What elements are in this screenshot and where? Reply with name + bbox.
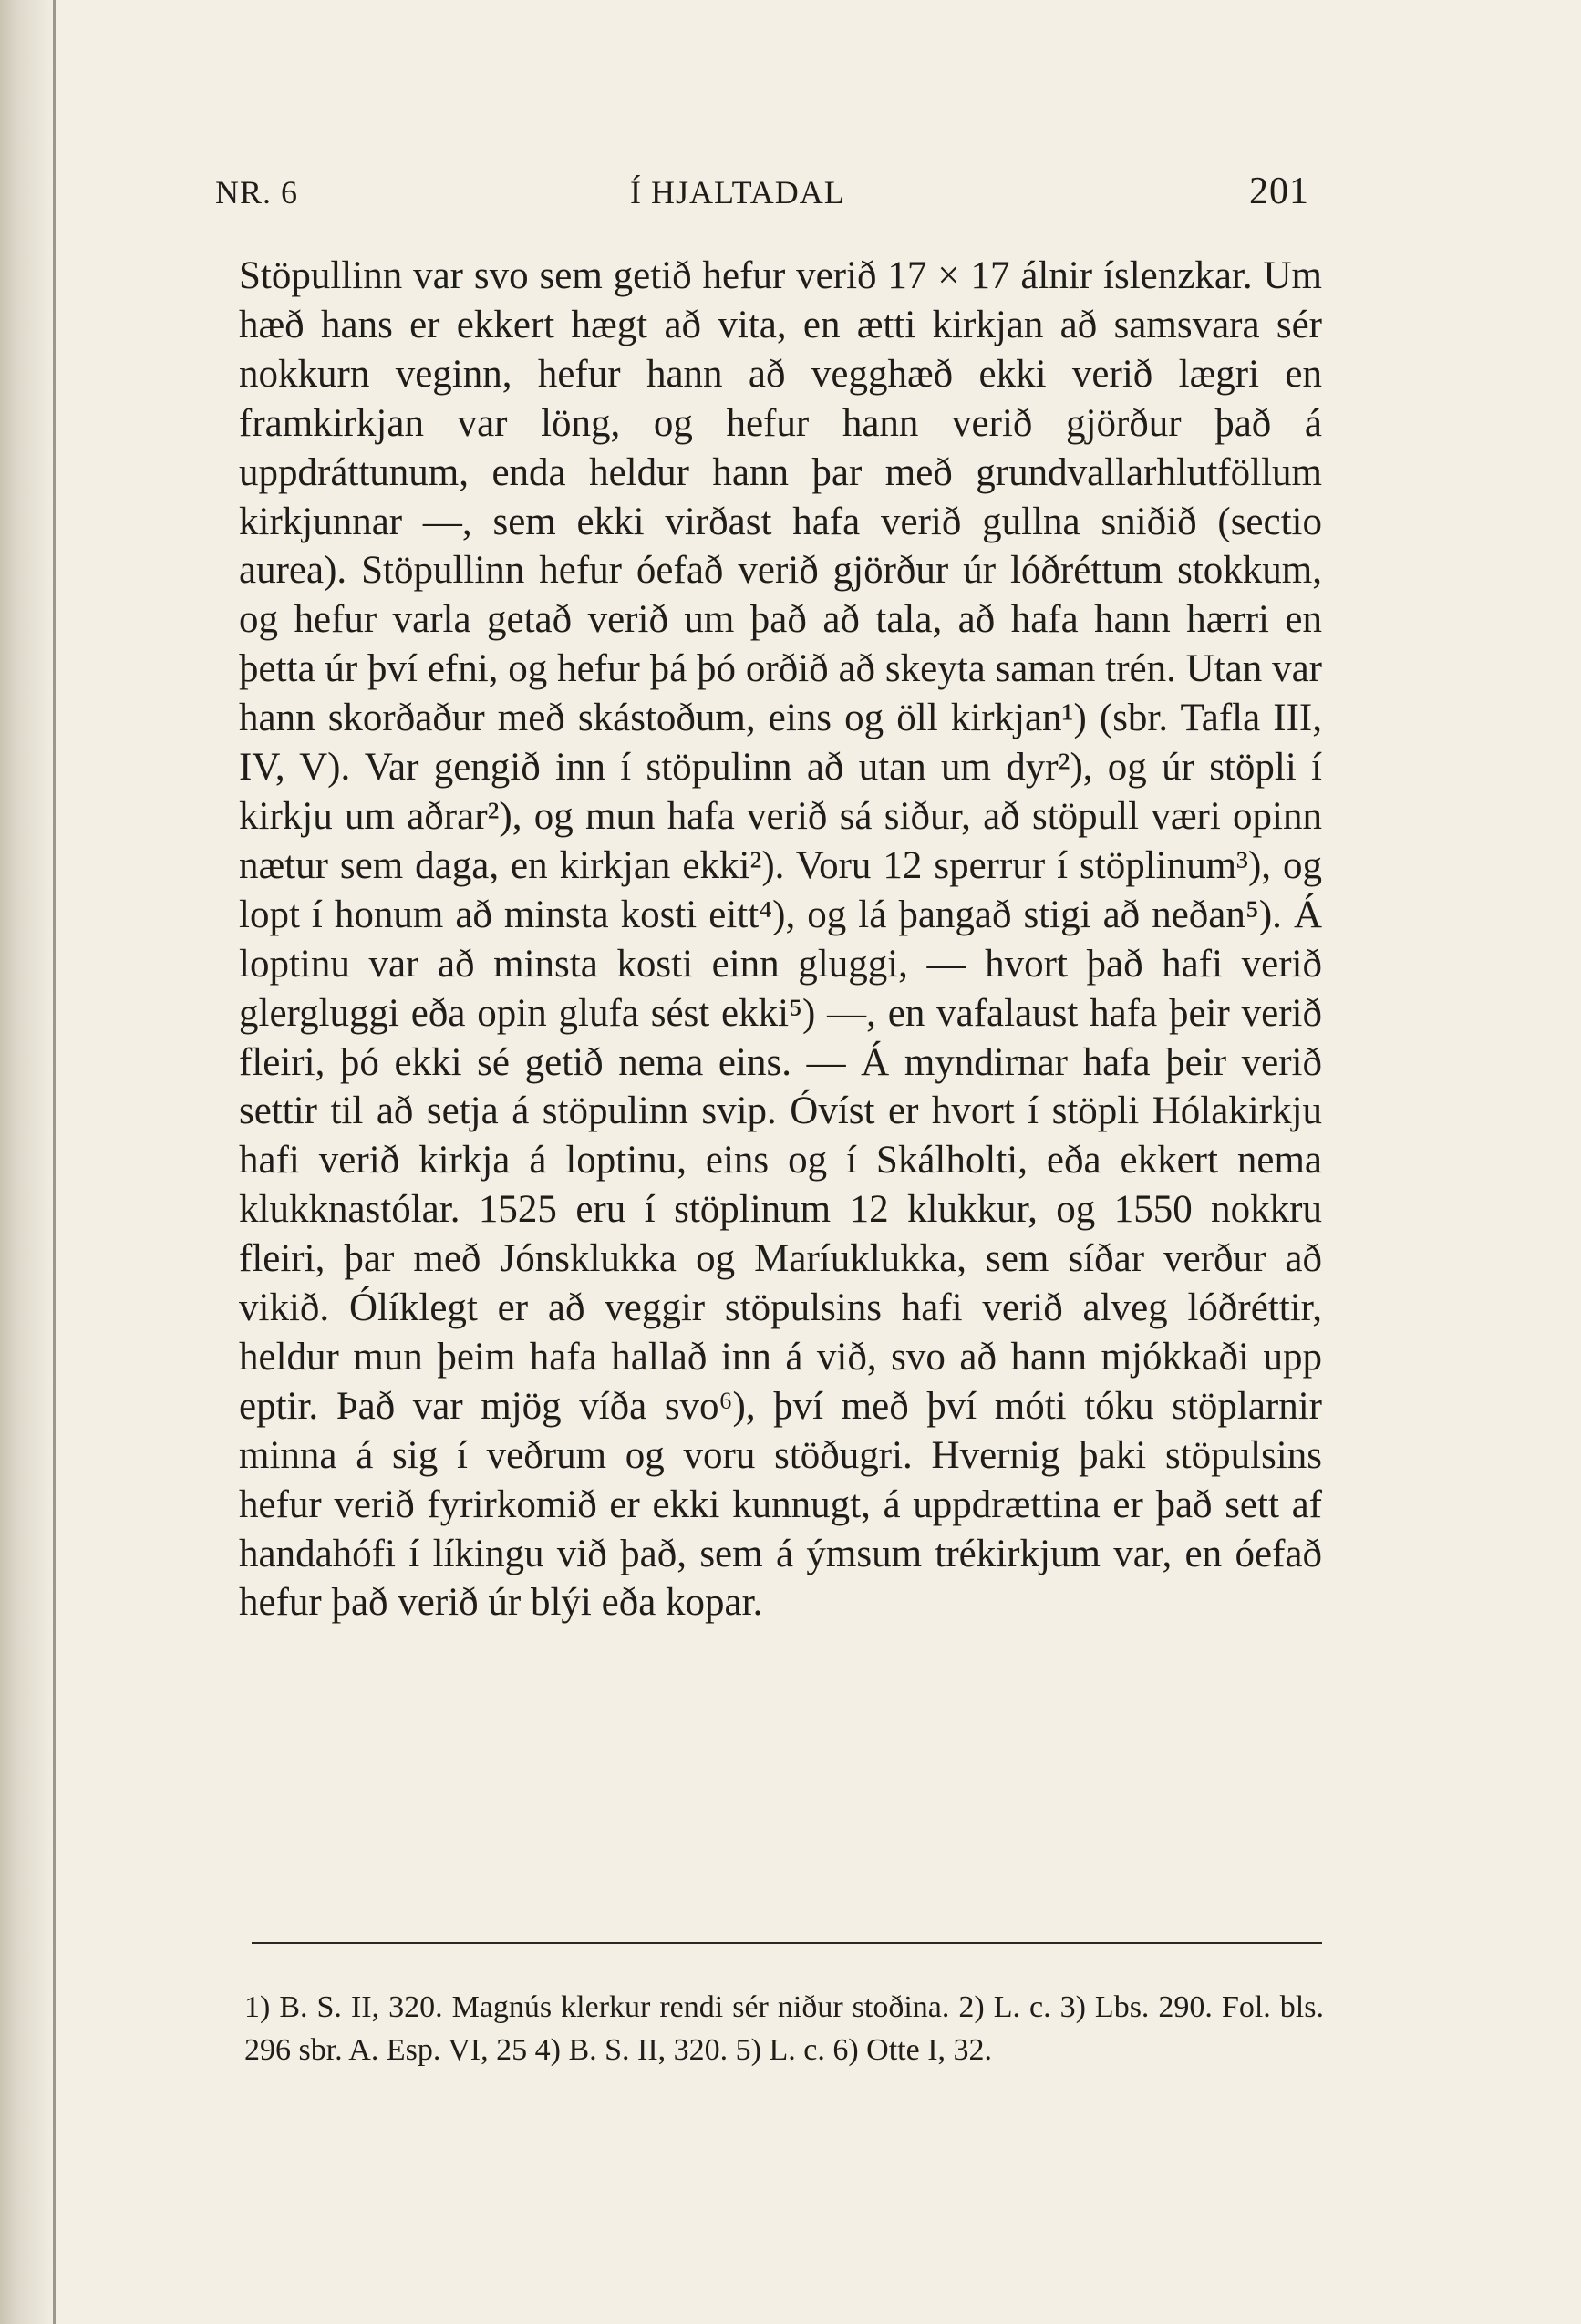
body-paragraph: Stöpullinn var svo sem getið hefur verið 17 × 17 álnir íslenzkar. Um hæð hans er ekkert hægt að vita, en ætti kirkjan að samsvara sér nokkurn veginn, hefur hann að vegghæð ekki verið lægri en framkirkjan var löng, og hefur hann verið gjörður það á uppdráttunum, enda heldur hann þar með grundvallarhlutföllum kirkjunnar —, sem ekki virðast hafa verið gullna sniðið (sectio aurea). Stöpullinn hefur óefað verið gjörður úr lóðréttum stokkum, og hefur varla getað verið um það að tala, að hafa hann hærri en þetta úr því efni, og hefur þá þó orðið að skeyta saman trén. Utan var hann skorðaður með skástoðum, eins og öll kirkjan¹) (sbr. Tafla III, IV, V). Var gengið inn í stöpulinn að utan um dyr²), og úr stöpli í kirkju um aðrar²), og mun hafa verið sá siður, að stöpull væri opinn nætur sem daga, en kirkjan ekki²). Voru 12 sperrur í stöplinum³), og lopt í honum að minsta kosti eitt⁴), og lá þangað stigi að neðan⁵). Á loptinu var að minsta kosti einn gluggi, — hvort það hafi verið glergluggi eða opin glufa sést ekki⁵) —, en vafalaust hafa þeir verið fleiri, þó ekki sé getið nema eins. — Á myndirnar hafa þeir verið settir til að setja á stöpulinn svip. Óvíst er hvort í stöpli Hólakirkju hafi verið kirkja á loptinu, eins og í Skálholti, eða ekkert nema klukknastólar. 1525 eru í stöplinum 12 klukkur, og 1550 nokkru fleiri, þar með Jónsklukka og Maríuklukka, sem síðar verður að vikið. Ólíklegt er að veggir stöpulsins hafi verið alveg lóðréttir, heldur mun þeim hafa hallað inn á við, svo að hann mjókkaði upp eptir. Það var mjög víða svo⁶), því með því móti tóku stöplarnir minna á sig í veðrum og voru stöðugri. Hvernig þaki stöpulsins hefur verið fyrirkomið er ekki kunnugt, á uppdrættina er það sett af handahófi í líkingu við það, sem á ýmsum trékirkjum var, en óefað hefur það verið úr blýi eða kopar.: [239, 254, 1322, 1625]
page-edge-shadow: [0, 0, 57, 2324]
binding-gutter: [53, 0, 56, 2324]
page-number: 201: [1249, 170, 1309, 212]
footnotes: 1) B. S. II, 320. Magnús klerkur rendi sér niður stoðina. 2) L. c. 3) Lbs. 290. Fol. bls. 296 sbr. A. Esp. VI, 25 4) B. S. II, 320. 5) L. c. 6) Otte I, 32.: [244, 1990, 1324, 2067]
running-header: [215, 170, 1309, 228]
footnote-divider: [252, 1942, 1322, 1944]
issue-number: NR. 6: [215, 174, 299, 211]
running-title: Í HJALTADAL: [630, 174, 845, 211]
